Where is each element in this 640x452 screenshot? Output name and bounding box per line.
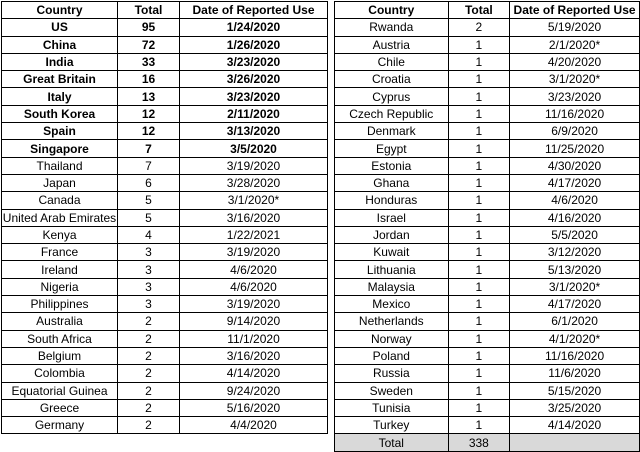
- total-cell: 1: [448, 71, 510, 88]
- date-cell: 3/19/2020: [180, 157, 328, 174]
- country-cell: China: [2, 36, 118, 53]
- header-date: Date of Reported Use: [180, 2, 328, 19]
- table-row: [2, 88, 328, 105]
- total-cell: 1: [448, 192, 510, 209]
- date-cell: 3/28/2020: [180, 174, 328, 191]
- table-row: [2, 278, 328, 295]
- country-cell: Kenya: [2, 226, 118, 243]
- total-cell: 3: [118, 278, 180, 295]
- date-cell: 3/19/2020: [180, 244, 328, 261]
- date-cell: 2/1/2020*: [510, 36, 640, 53]
- total-row: [335, 434, 640, 451]
- total-cell: 1: [448, 330, 510, 347]
- table-row: [2, 365, 328, 382]
- country-cell: Jordan: [335, 226, 449, 243]
- table-row: [335, 123, 640, 140]
- right-table-body: [335, 19, 640, 434]
- country-table-left: [1, 1, 328, 434]
- date-cell: 5/16/2020: [180, 399, 328, 416]
- total-cell: 1: [448, 244, 510, 261]
- date-cell: 3/23/2020: [510, 88, 640, 105]
- country-cell: Australia: [2, 313, 118, 330]
- table-row: [2, 53, 328, 70]
- table-row: [335, 417, 640, 434]
- country-cell: United Arab Emirates: [2, 210, 117, 225]
- total-cell: 5: [118, 209, 180, 226]
- table-row: [335, 399, 640, 416]
- table-row: [335, 226, 640, 243]
- total-cell: 1: [448, 261, 510, 278]
- country-cell: Thailand: [2, 157, 118, 174]
- country-cell: Italy: [2, 88, 118, 105]
- country-cell: Philippines: [2, 296, 118, 313]
- total-cell: 1: [448, 105, 510, 122]
- table-row: [2, 330, 328, 347]
- total-cell: 2: [118, 382, 180, 399]
- country-cell: Estonia: [335, 157, 449, 174]
- total-cell: 1: [448, 140, 510, 157]
- total-cell: 2: [118, 365, 180, 382]
- country-table-right: [334, 1, 640, 452]
- total-cell: 1: [448, 157, 510, 174]
- date-cell: 4/14/2020: [180, 365, 328, 382]
- date-cell: 5/5/2020: [510, 226, 640, 243]
- total-cell: 1: [448, 278, 510, 295]
- date-cell: 4/20/2020: [510, 53, 640, 70]
- date-cell: 5/19/2020: [510, 19, 640, 36]
- country-cell: Equatorial Guinea: [2, 382, 118, 399]
- table-row: [2, 399, 328, 416]
- date-cell: 4/1/2020*: [510, 330, 640, 347]
- header-row: [335, 2, 640, 19]
- country-cell: Germany: [2, 417, 118, 434]
- total-value: 338: [448, 434, 510, 451]
- date-cell: 11/1/2020: [180, 330, 328, 347]
- country-cell: Israel: [335, 209, 449, 226]
- country-cell: Tunisia: [335, 399, 449, 416]
- header-total: Total: [118, 2, 180, 19]
- table-row: [335, 174, 640, 191]
- date-cell: 4/6/2020: [180, 261, 328, 278]
- table-row: [335, 105, 640, 122]
- table-row: [335, 36, 640, 53]
- table-row: [2, 313, 328, 330]
- date-cell: 9/24/2020: [180, 382, 328, 399]
- date-cell: 3/1/2020*: [510, 71, 640, 88]
- table-row: [2, 261, 328, 278]
- country-cell: Croatia: [335, 71, 449, 88]
- country-cell: South Africa: [2, 330, 118, 347]
- date-cell: 3/16/2020: [180, 347, 328, 364]
- table-row: [335, 261, 640, 278]
- total-cell: 1: [448, 209, 510, 226]
- table-row: [2, 140, 328, 157]
- total-cell: 3: [118, 296, 180, 313]
- total-cell: 1: [448, 53, 510, 70]
- total-cell: 1: [448, 399, 510, 416]
- date-cell: 5/13/2020: [510, 261, 640, 278]
- country-cell: Poland: [335, 347, 449, 364]
- date-cell: 4/4/2020: [180, 417, 328, 434]
- total-cell: 1: [448, 36, 510, 53]
- table-row: [335, 140, 640, 157]
- date-cell: 4/17/2020: [510, 174, 640, 191]
- date-cell: 3/5/2020: [180, 140, 328, 157]
- total-cell: 5: [118, 192, 180, 209]
- date-cell: 4/6/2020: [510, 192, 640, 209]
- country-cell: Lithuania: [335, 261, 449, 278]
- table-row: [2, 382, 328, 399]
- total-label: Total: [335, 434, 449, 451]
- date-cell: 1/24/2020: [180, 19, 328, 36]
- date-cell: 3/16/2020: [180, 209, 328, 226]
- country-cell: Austria: [335, 36, 449, 53]
- total-cell: 7: [118, 157, 180, 174]
- country-cell: Japan: [2, 174, 118, 191]
- table-row: [2, 19, 328, 36]
- country-cell: Mexico: [335, 296, 449, 313]
- country-cell: Denmark: [335, 123, 449, 140]
- date-cell: 3/1/2020*: [180, 192, 328, 209]
- country-cell: Ghana: [335, 174, 449, 191]
- date-cell: 6/1/2020: [510, 313, 640, 330]
- total-cell: 1: [448, 313, 510, 330]
- total-cell: 33: [118, 53, 180, 70]
- date-cell: 3/26/2020: [180, 71, 328, 88]
- header-total: Total: [448, 2, 510, 19]
- header-country: Country: [335, 2, 449, 19]
- date-cell: 3/23/2020: [180, 88, 328, 105]
- header-date: Date of Reported Use: [510, 2, 640, 19]
- total-cell: 72: [118, 36, 180, 53]
- country-cell: Great Britain: [2, 71, 118, 88]
- total-cell: 1: [448, 347, 510, 364]
- country-cell: Chile: [335, 53, 449, 70]
- total-cell: 6: [118, 174, 180, 191]
- total-cell: 2: [118, 313, 180, 330]
- total-cell: 1: [448, 296, 510, 313]
- total-cell: 3: [118, 261, 180, 278]
- date-cell: 11/16/2020: [510, 347, 640, 364]
- date-cell: 2/11/2020: [180, 105, 328, 122]
- total-cell: 2: [118, 399, 180, 416]
- country-cell: Sweden: [335, 382, 449, 399]
- country-cell: Belgium: [2, 347, 118, 364]
- total-cell: 1: [448, 382, 510, 399]
- country-cell: Norway: [335, 330, 449, 347]
- total-cell: 1: [448, 88, 510, 105]
- total-cell: 12: [118, 105, 180, 122]
- table-row: [2, 192, 328, 209]
- date-cell: 5/15/2020: [510, 382, 640, 399]
- total-cell: 1: [448, 226, 510, 243]
- country-cell: Greece: [2, 399, 118, 416]
- date-cell: 4/16/2020: [510, 209, 640, 226]
- total-cell: 1: [448, 365, 510, 382]
- country-cell: Rwanda: [335, 19, 449, 36]
- country-cell: Kuwait: [335, 244, 449, 261]
- table-row: [2, 296, 328, 313]
- total-cell: 3: [118, 244, 180, 261]
- total-cell: 1: [448, 174, 510, 191]
- date-cell: 4/30/2020: [510, 157, 640, 174]
- table-row: [335, 244, 640, 261]
- date-cell: 3/23/2020: [180, 53, 328, 70]
- table-row: [2, 105, 328, 122]
- table-row: [335, 88, 640, 105]
- total-cell: 2: [448, 19, 510, 36]
- table-row: [335, 209, 640, 226]
- table-row: [2, 417, 328, 434]
- date-cell: 9/14/2020: [180, 313, 328, 330]
- total-cell: 7: [118, 140, 180, 157]
- table-row: [2, 209, 328, 226]
- total-cell: 2: [118, 417, 180, 434]
- date-cell: 1/26/2020: [180, 36, 328, 53]
- table-row: [335, 19, 640, 36]
- country-cell: Turkey: [335, 417, 449, 434]
- country-cell: Nigeria: [2, 278, 118, 295]
- country-cell: Singapore: [2, 140, 118, 157]
- date-cell: 3/25/2020: [510, 399, 640, 416]
- table-row: [335, 382, 640, 399]
- country-cell: South Korea: [2, 105, 118, 122]
- header-row: [2, 2, 328, 19]
- date-cell: 11/25/2020: [510, 140, 640, 157]
- country-cell: Canada: [2, 192, 118, 209]
- table-row: [2, 174, 328, 191]
- table-row: [335, 157, 640, 174]
- date-cell: 11/6/2020: [510, 365, 640, 382]
- total-cell: 13: [118, 88, 180, 105]
- total-cell: 4: [118, 226, 180, 243]
- country-cell: Netherlands: [335, 313, 449, 330]
- country-cell: Spain: [2, 123, 118, 140]
- date-cell: 3/12/2020: [510, 244, 640, 261]
- left-table-body: [2, 19, 328, 434]
- date-cell: 3/19/2020: [180, 296, 328, 313]
- total-cell: 2: [118, 330, 180, 347]
- table-row: [2, 244, 328, 261]
- table-row: [2, 157, 328, 174]
- total-cell: 1: [448, 123, 510, 140]
- table-row: [2, 36, 328, 53]
- table-row: [335, 330, 640, 347]
- country-cell: Colombia: [2, 365, 118, 382]
- date-cell: 4/17/2020: [510, 296, 640, 313]
- date-cell: 3/1/2020*: [510, 278, 640, 295]
- table-row: [335, 278, 640, 295]
- table-row: [2, 71, 328, 88]
- total-date-cell: [510, 434, 640, 451]
- total-cell: 95: [118, 19, 180, 36]
- table-row: [335, 53, 640, 70]
- table-row: [335, 365, 640, 382]
- country-cell: India: [2, 53, 118, 70]
- total-cell: 16: [118, 71, 180, 88]
- table-row: [335, 347, 640, 364]
- date-cell: 4/6/2020: [180, 278, 328, 295]
- table-row: [2, 123, 328, 140]
- date-cell: 6/9/2020: [510, 123, 640, 140]
- country-cell: Honduras: [335, 192, 449, 209]
- country-cell: Czech Republic: [335, 105, 449, 122]
- date-cell: 1/22/2021: [180, 226, 328, 243]
- country-cell: Egypt: [335, 140, 449, 157]
- country-cell: France: [2, 244, 118, 261]
- country-cell: Ireland: [2, 261, 118, 278]
- header-country: Country: [2, 2, 118, 19]
- total-cell: 2: [118, 347, 180, 364]
- table-row: [2, 226, 328, 243]
- date-cell: 4/14/2020: [510, 417, 640, 434]
- country-cell: US: [2, 19, 118, 36]
- country-cell: Russia: [335, 365, 449, 382]
- country-cell: Malaysia: [335, 278, 449, 295]
- date-cell: 11/16/2020: [510, 105, 640, 122]
- table-row: [335, 71, 640, 88]
- date-cell: 3/13/2020: [180, 123, 328, 140]
- total-cell: 1: [448, 417, 510, 434]
- total-cell: 12: [118, 123, 180, 140]
- table-row: [335, 313, 640, 330]
- country-cell: Cyprus: [335, 88, 449, 105]
- table-row: [335, 296, 640, 313]
- table-row: [2, 347, 328, 364]
- table-row: [335, 192, 640, 209]
